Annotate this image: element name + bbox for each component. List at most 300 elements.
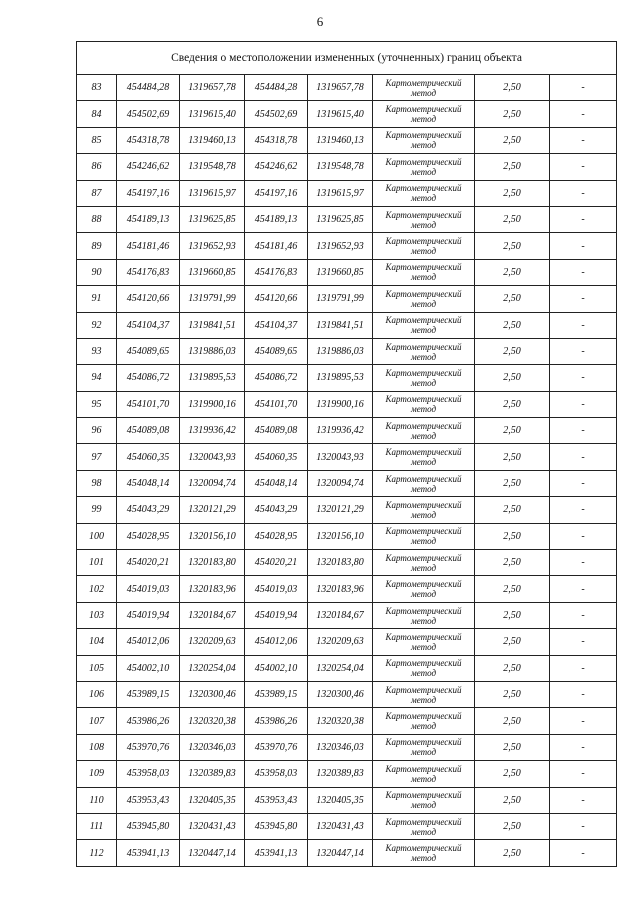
existing-x-cell: 453958,03 (117, 761, 180, 787)
note-cell: - (550, 497, 617, 523)
note-cell: - (550, 681, 617, 707)
table-row (77, 127, 617, 153)
accuracy-cell: 2,50 (475, 101, 550, 127)
existing-y-cell: 1319625,85 (180, 206, 245, 232)
note-cell: - (550, 761, 617, 787)
table-row (77, 734, 617, 760)
updated-x-cell: 454019,94 (245, 602, 308, 628)
method-label-line1: Картометрический (385, 156, 462, 167)
updated-x-cell: 453989,15 (245, 681, 308, 707)
updated-x-cell: 454181,46 (245, 233, 308, 259)
method-cell (373, 550, 475, 576)
existing-x-cell: 454176,83 (117, 259, 180, 285)
method-label-line2: метод (410, 272, 437, 283)
existing-x-cell: 454089,08 (117, 418, 180, 444)
table-row (77, 286, 617, 312)
table-row (77, 523, 617, 549)
point-number-cell: 106 (77, 681, 117, 707)
note-cell: - (550, 470, 617, 496)
existing-x-cell: 454120,66 (117, 286, 180, 312)
table-row (77, 101, 617, 127)
point-number-cell: 102 (77, 576, 117, 602)
table-row (77, 576, 617, 602)
method-cell (373, 101, 475, 127)
updated-x-cell: 453958,03 (245, 761, 308, 787)
method-cell (373, 813, 475, 839)
note-cell: - (550, 813, 617, 839)
method-cell (373, 365, 475, 391)
table-row (77, 681, 617, 707)
method-label-line1: Картометрический (385, 631, 462, 642)
updated-x-cell: 454246,62 (245, 154, 308, 180)
point-number-cell: 92 (77, 312, 117, 338)
method-label-line1: Картометрический (385, 341, 462, 352)
point-number-cell: 98 (77, 470, 117, 496)
method-label-line2: метод (410, 668, 437, 679)
note-cell: - (550, 127, 617, 153)
updated-x-cell: 454048,14 (245, 470, 308, 496)
updated-x-cell: 454043,29 (245, 497, 308, 523)
method-label-line2: метод (410, 404, 437, 415)
method-label-line1: Картометрический (385, 711, 462, 722)
method-label-line1: Картометрический (385, 236, 462, 247)
table-row (77, 761, 617, 787)
table-row (77, 312, 617, 338)
updated-x-cell: 454089,65 (245, 338, 308, 364)
updated-x-cell: 454176,83 (245, 259, 308, 285)
method-cell (373, 312, 475, 338)
updated-y-cell: 1320447,14 (308, 840, 373, 866)
note-cell: - (550, 286, 617, 312)
method-label-line2: метод (410, 87, 437, 98)
note-cell: - (550, 338, 617, 364)
note-cell: - (550, 444, 617, 470)
updated-x-cell: 454484,28 (245, 75, 308, 101)
existing-x-cell: 454502,69 (117, 101, 180, 127)
method-label-line2: метод (410, 351, 437, 362)
point-number-cell: 86 (77, 154, 117, 180)
table-row (77, 338, 617, 364)
existing-y-cell: 1320183,96 (180, 576, 245, 602)
method-cell (373, 391, 475, 417)
table-row (77, 233, 617, 259)
accuracy-cell: 2,50 (475, 787, 550, 813)
updated-x-cell: 454502,69 (245, 101, 308, 127)
accuracy-cell: 2,50 (475, 550, 550, 576)
method-label-line2: метод (410, 509, 437, 520)
accuracy-cell: 2,50 (475, 154, 550, 180)
note-cell: - (550, 523, 617, 549)
accuracy-cell: 2,50 (475, 286, 550, 312)
existing-x-cell: 454060,35 (117, 444, 180, 470)
method-label-line1: Картометрический (385, 288, 462, 299)
updated-x-cell: 454012,06 (245, 629, 308, 655)
updated-y-cell: 1320389,83 (308, 761, 373, 787)
existing-y-cell: 1319900,16 (180, 391, 245, 417)
note-cell: - (550, 101, 617, 127)
existing-x-cell: 453989,15 (117, 681, 180, 707)
updated-y-cell: 1320121,29 (308, 497, 373, 523)
point-number-cell: 84 (77, 101, 117, 127)
point-number-cell: 88 (77, 206, 117, 232)
method-cell (373, 840, 475, 866)
method-label-line2: метод (410, 536, 437, 547)
accuracy-cell: 2,50 (475, 497, 550, 523)
point-number-cell: 101 (77, 550, 117, 576)
point-number-cell: 85 (77, 127, 117, 153)
existing-x-cell: 453945,80 (117, 813, 180, 839)
table-row (77, 629, 617, 655)
existing-y-cell: 1320094,74 (180, 470, 245, 496)
table-row (77, 365, 617, 391)
existing-x-cell: 454028,95 (117, 523, 180, 549)
updated-y-cell: 1319548,78 (308, 154, 373, 180)
existing-x-cell: 454318,78 (117, 127, 180, 153)
updated-x-cell: 454019,03 (245, 576, 308, 602)
existing-x-cell: 454002,10 (117, 655, 180, 681)
updated-y-cell: 1319886,03 (308, 338, 373, 364)
table-row (77, 418, 617, 444)
table-row (77, 840, 617, 866)
accuracy-cell: 2,50 (475, 338, 550, 364)
updated-y-cell: 1320209,63 (308, 629, 373, 655)
accuracy-cell: 2,50 (475, 602, 550, 628)
method-cell (373, 523, 475, 549)
point-number-cell: 93 (77, 338, 117, 364)
method-label-line1: Картометрический (385, 684, 462, 695)
table-row (77, 444, 617, 470)
method-label-line2: метод (410, 298, 437, 309)
existing-x-cell: 454246,62 (117, 154, 180, 180)
point-number-cell: 109 (77, 761, 117, 787)
existing-x-cell: 454104,37 (117, 312, 180, 338)
updated-y-cell: 1319615,97 (308, 180, 373, 206)
accuracy-cell: 2,50 (475, 418, 550, 444)
method-label-line1: Картометрический (385, 790, 462, 801)
updated-x-cell: 453970,76 (245, 734, 308, 760)
existing-x-cell: 454089,65 (117, 338, 180, 364)
updated-x-cell: 454020,21 (245, 550, 308, 576)
method-label-line2: метод (410, 457, 437, 468)
existing-y-cell: 1320389,83 (180, 761, 245, 787)
updated-x-cell: 454060,35 (245, 444, 308, 470)
point-number-cell: 103 (77, 602, 117, 628)
existing-y-cell: 1319841,51 (180, 312, 245, 338)
existing-y-cell: 1320121,29 (180, 497, 245, 523)
updated-x-cell: 454101,70 (245, 391, 308, 417)
accuracy-cell: 2,50 (475, 523, 550, 549)
accuracy-cell: 2,50 (475, 576, 550, 602)
existing-y-cell: 1320254,04 (180, 655, 245, 681)
accuracy-cell: 2,50 (475, 206, 550, 232)
updated-y-cell: 1319841,51 (308, 312, 373, 338)
existing-y-cell: 1320156,10 (180, 523, 245, 549)
updated-y-cell: 1319936,42 (308, 418, 373, 444)
method-cell (373, 259, 475, 285)
point-number-cell: 104 (77, 629, 117, 655)
updated-y-cell: 1319900,16 (308, 391, 373, 417)
existing-y-cell: 1319548,78 (180, 154, 245, 180)
note-cell: - (550, 180, 617, 206)
point-number-cell: 91 (77, 286, 117, 312)
table-row (77, 602, 617, 628)
note-cell: - (550, 391, 617, 417)
note-cell: - (550, 206, 617, 232)
existing-x-cell: 454181,46 (117, 233, 180, 259)
method-label-line1: Картометрический (385, 658, 462, 669)
method-label-line1: Картометрический (385, 104, 462, 115)
method-label-line2: метод (410, 246, 437, 257)
note-cell: - (550, 233, 617, 259)
existing-x-cell: 454019,94 (117, 602, 180, 628)
accuracy-cell: 2,50 (475, 312, 550, 338)
method-label-line1: Картометрический (385, 737, 462, 748)
method-label-line1: Картометрический (385, 447, 462, 458)
existing-y-cell: 1319936,42 (180, 418, 245, 444)
method-label-line2: метод (410, 721, 437, 732)
updated-x-cell: 453986,26 (245, 708, 308, 734)
point-number-cell: 90 (77, 259, 117, 285)
accuracy-cell: 2,50 (475, 233, 550, 259)
updated-y-cell: 1319625,85 (308, 206, 373, 232)
method-label-line1: Картометрический (385, 209, 462, 220)
table-row (77, 259, 617, 285)
existing-y-cell: 1320184,67 (180, 602, 245, 628)
table-row (77, 787, 617, 813)
method-label-line1: Картометрический (385, 763, 462, 774)
existing-y-cell: 1320300,46 (180, 681, 245, 707)
method-label-line1: Картометрический (385, 473, 462, 484)
point-number-cell: 89 (77, 233, 117, 259)
point-number-cell: 112 (77, 840, 117, 866)
updated-x-cell: 454028,95 (245, 523, 308, 549)
note-cell: - (550, 576, 617, 602)
note-cell: - (550, 655, 617, 681)
method-label-line1: Картометрический (385, 605, 462, 616)
existing-y-cell: 1319615,97 (180, 180, 245, 206)
accuracy-cell: 2,50 (475, 708, 550, 734)
method-label-line2: метод (410, 377, 437, 388)
method-cell (373, 75, 475, 101)
updated-y-cell: 1320346,03 (308, 734, 373, 760)
existing-x-cell: 454048,14 (117, 470, 180, 496)
existing-y-cell: 1319657,78 (180, 75, 245, 101)
accuracy-cell: 2,50 (475, 180, 550, 206)
method-label-line2: метод (410, 826, 437, 837)
updated-x-cell: 454089,08 (245, 418, 308, 444)
table-row (77, 813, 617, 839)
accuracy-cell: 2,50 (475, 681, 550, 707)
table-row (77, 75, 617, 101)
method-label-line2: метод (410, 747, 437, 758)
point-number-cell: 96 (77, 418, 117, 444)
accuracy-cell: 2,50 (475, 391, 550, 417)
updated-y-cell: 1319895,53 (308, 365, 373, 391)
existing-x-cell: 454019,03 (117, 576, 180, 602)
existing-x-cell: 454101,70 (117, 391, 180, 417)
method-label-line1: Картометрический (385, 843, 462, 854)
accuracy-cell: 2,50 (475, 444, 550, 470)
table-title: Сведения о местоположении измененных (уточненных) границ объекта (77, 42, 617, 75)
existing-y-cell: 1320431,43 (180, 813, 245, 839)
existing-y-cell: 1320043,93 (180, 444, 245, 470)
method-label-line1: Картометрический (385, 77, 462, 88)
method-label-line1: Картометрический (385, 552, 462, 563)
updated-y-cell: 1320300,46 (308, 681, 373, 707)
point-number-cell: 87 (77, 180, 117, 206)
boundary-coordinates-table (76, 41, 617, 867)
method-label-line2: метод (410, 325, 437, 336)
updated-x-cell: 454189,13 (245, 206, 308, 232)
point-number-cell: 95 (77, 391, 117, 417)
existing-y-cell: 1320209,63 (180, 629, 245, 655)
table-row (77, 708, 617, 734)
updated-x-cell: 454002,10 (245, 655, 308, 681)
method-cell (373, 206, 475, 232)
accuracy-cell: 2,50 (475, 840, 550, 866)
point-number-cell: 94 (77, 365, 117, 391)
table-row (77, 154, 617, 180)
method-label-line2: метод (410, 166, 437, 177)
updated-x-cell: 454104,37 (245, 312, 308, 338)
table-body (77, 75, 617, 867)
method-label-line2: метод (410, 853, 437, 864)
updated-y-cell: 1320094,74 (308, 470, 373, 496)
existing-x-cell: 454020,21 (117, 550, 180, 576)
note-cell: - (550, 259, 617, 285)
updated-y-cell: 1320254,04 (308, 655, 373, 681)
existing-x-cell: 454086,72 (117, 365, 180, 391)
method-cell (373, 127, 475, 153)
note-cell: - (550, 602, 617, 628)
existing-x-cell: 453953,43 (117, 787, 180, 813)
existing-y-cell: 1319886,03 (180, 338, 245, 364)
table-row (77, 206, 617, 232)
method-cell (373, 418, 475, 444)
existing-x-cell: 453941,13 (117, 840, 180, 866)
method-label-line2: метод (410, 800, 437, 811)
page-number: 6 (316, 14, 324, 29)
updated-x-cell: 453945,80 (245, 813, 308, 839)
method-cell (373, 681, 475, 707)
updated-y-cell: 1320184,67 (308, 602, 373, 628)
method-label-line2: метод (410, 641, 437, 652)
table-row (77, 470, 617, 496)
point-number-cell: 97 (77, 444, 117, 470)
table-row (77, 497, 617, 523)
existing-y-cell: 1319791,99 (180, 286, 245, 312)
updated-y-cell: 1319660,85 (308, 259, 373, 285)
point-number-cell: 105 (77, 655, 117, 681)
existing-x-cell: 454012,06 (117, 629, 180, 655)
method-label-line2: метод (410, 694, 437, 705)
note-cell: - (550, 312, 617, 338)
existing-y-cell: 1319652,93 (180, 233, 245, 259)
note-cell: - (550, 550, 617, 576)
method-cell (373, 602, 475, 628)
method-label-line1: Картометрический (385, 183, 462, 194)
existing-x-cell: 454197,16 (117, 180, 180, 206)
method-label-line2: метод (410, 219, 437, 230)
method-label-line1: Картометрический (385, 816, 462, 827)
method-label-line2: метод (410, 193, 437, 204)
note-cell: - (550, 154, 617, 180)
table-row (77, 180, 617, 206)
table-row (77, 550, 617, 576)
existing-x-cell: 453970,76 (117, 734, 180, 760)
accuracy-cell: 2,50 (475, 365, 550, 391)
updated-y-cell: 1319615,40 (308, 101, 373, 127)
method-label-line1: Картометрический (385, 526, 462, 537)
updated-y-cell: 1320320,38 (308, 708, 373, 734)
method-cell (373, 286, 475, 312)
method-cell (373, 233, 475, 259)
note-cell: - (550, 840, 617, 866)
table-row (77, 391, 617, 417)
updated-y-cell: 1319657,78 (308, 75, 373, 101)
method-cell (373, 180, 475, 206)
accuracy-cell: 2,50 (475, 761, 550, 787)
point-number-cell: 107 (77, 708, 117, 734)
accuracy-cell: 2,50 (475, 655, 550, 681)
existing-y-cell: 1319615,40 (180, 101, 245, 127)
method-label-line1: Картометрический (385, 130, 462, 141)
updated-x-cell: 453953,43 (245, 787, 308, 813)
note-cell: - (550, 734, 617, 760)
note-cell: - (550, 365, 617, 391)
existing-y-cell: 1319460,13 (180, 127, 245, 153)
existing-x-cell: 453986,26 (117, 708, 180, 734)
method-cell (373, 734, 475, 760)
updated-y-cell: 1319460,13 (308, 127, 373, 153)
note-cell: - (550, 418, 617, 444)
method-cell (373, 154, 475, 180)
point-number-cell: 100 (77, 523, 117, 549)
method-label-line1: Картометрический (385, 579, 462, 590)
method-label-line2: метод (410, 589, 437, 600)
method-cell (373, 470, 475, 496)
accuracy-cell: 2,50 (475, 734, 550, 760)
method-label-line2: метод (410, 562, 437, 573)
updated-x-cell: 454120,66 (245, 286, 308, 312)
method-cell (373, 629, 475, 655)
accuracy-cell: 2,50 (475, 75, 550, 101)
accuracy-cell: 2,50 (475, 470, 550, 496)
point-number-cell: 99 (77, 497, 117, 523)
existing-y-cell: 1320447,14 (180, 840, 245, 866)
updated-y-cell: 1320156,10 (308, 523, 373, 549)
table-header-row (77, 42, 617, 75)
updated-x-cell: 454318,78 (245, 127, 308, 153)
method-label-line1: Картометрический (385, 394, 462, 405)
updated-x-cell: 454086,72 (245, 365, 308, 391)
updated-x-cell: 454197,16 (245, 180, 308, 206)
method-cell (373, 576, 475, 602)
accuracy-cell: 2,50 (475, 813, 550, 839)
updated-y-cell: 1320431,43 (308, 813, 373, 839)
accuracy-cell: 2,50 (475, 629, 550, 655)
method-cell (373, 338, 475, 364)
updated-y-cell: 1320183,96 (308, 576, 373, 602)
method-cell (373, 497, 475, 523)
updated-y-cell: 1320405,35 (308, 787, 373, 813)
updated-y-cell: 1320183,80 (308, 550, 373, 576)
point-number-cell: 111 (77, 813, 117, 839)
point-number-cell: 83 (77, 75, 117, 101)
method-cell (373, 655, 475, 681)
method-label-line1: Картометрический (385, 499, 462, 510)
method-label-line2: метод (410, 114, 437, 125)
